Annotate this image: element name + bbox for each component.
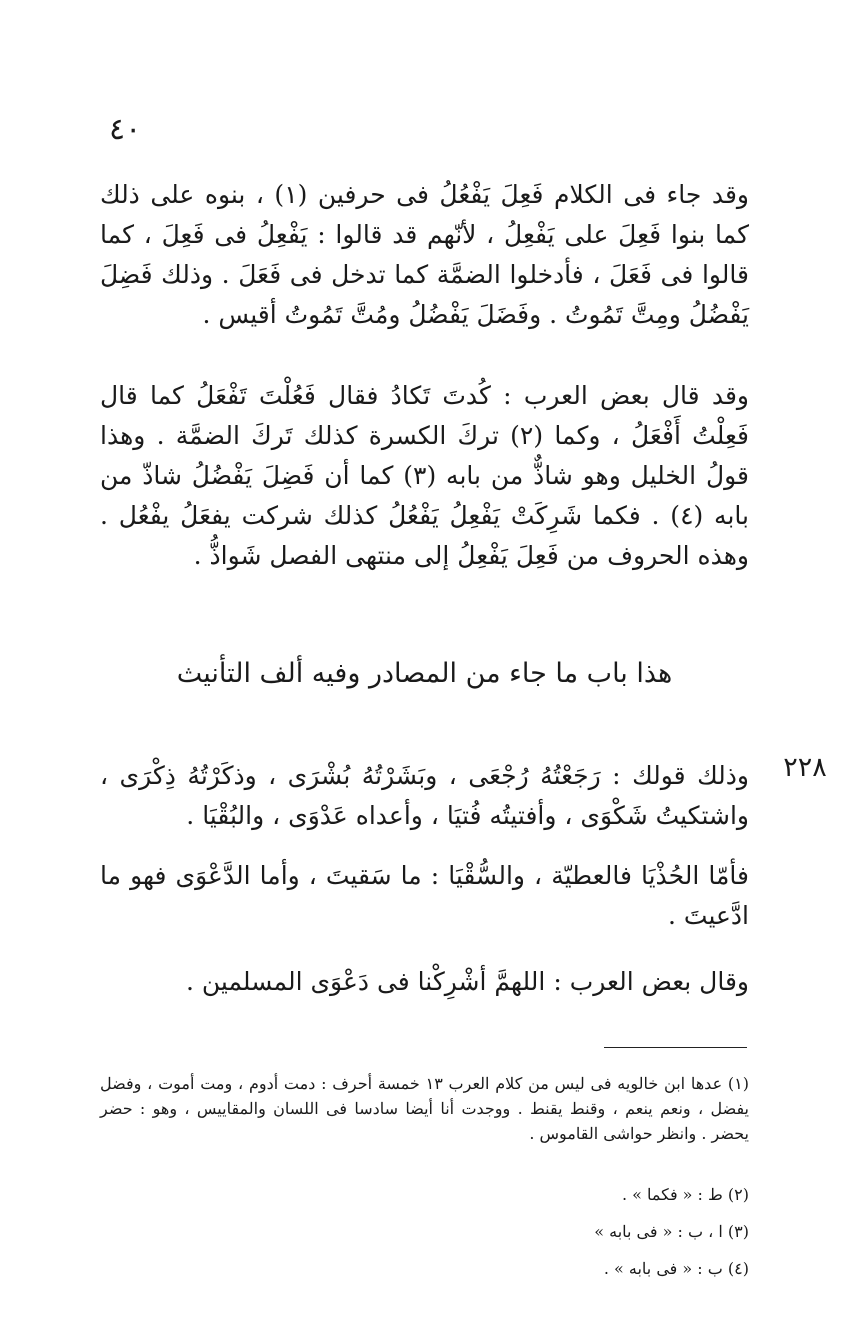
- section-paragraph-2: فأمّا الحُذْيَا فالعطيّة ، والسُّقْيَا : ما سَقيتَ ، وأما الدَّعْوَى فهو ما ادَّعيتَ .: [100, 861, 749, 930]
- paragraph-1: وقد جاء فى الكلام فَعِلَ يَفْعُلُ فى حرفين (١) ، بنوه على ذلك كما بنوا فَعِلَ على يَفْعِلُ ، لأنّهم قد قالوا : يَفْعِلُ فى فَعِلَ ، كما قالوا فى فَعَلَ ، فأدخلوا الضمَّة كما تدخل فى فَعَلَ . وذلك فَضِلَ يَفْضُلُ ومِتَّ تَمُوتُ . وفَضَلَ يَفْضُلُ ومُتَّ تَمُوتُ أقيس .: [100, 180, 749, 329]
- footnote-3: (٣) ا ، ب : « فى بابه »: [594, 1222, 749, 1241]
- footnote-4: (٤) ب : « فى بابه » .: [603, 1259, 749, 1278]
- footnote-divider: [604, 1047, 747, 1048]
- paragraph-2: وقد قال بعض العرب : كُدتَ تَكادُ فقال فَعُلْتَ تَفْعَلُ كما قال فَعِلْتُ أَفْعَلُ ، وكما (٢) تركَ الكسرة كذلك تَركَ الضمَّة . وهذا قولُ الخليل وهو شاذٌّ من بابه (٣) كما أن فَضِلَ يَفْضُلُ شاذّ من بابه (٤) . فكما شَرِكَتْ يَفْعِلُ يَفْعُلُ كذلك شركت يفعَلُ يفْعُل . وهذه الحروف من فَعِلَ يَفْعِلُ إلى منتهى الفصل شَواذُّ .: [100, 381, 749, 570]
- section-heading: هذا باب ما جاء من المصادر وفيه ألف التأنيث: [176, 658, 673, 689]
- section-paragraph-1: وذلك قولك : رَجَعْتُهُ رُجْعَى ، وبَشَرْتُهُ بُشْرَى ، وذكَرْتُهُ ذِكْرَى ، واشتكيتُ شَكْوَى ، وأفتيتُه فُتيَا ، وأعداه عَدْوَى ، والبُقْيَا .: [100, 761, 749, 830]
- footnote-2: (٢) ط : « فكما » .: [621, 1185, 749, 1204]
- margin-section-number: ٢٢٨: [783, 752, 827, 783]
- footnote-1: (١) عدها ابن خالويه فى ليس من كلام العرب ١٣ خمسة أحرف : دمت أدوم ، ومت أموت ، وفضل يفضل ، ونعم ينعم ، وقنط يقنط . ووجدت أنا أيضا سادسا فى اللسان والمقاييس ، وهو : حضر يحضر . وانظر حواشى القاموس .: [100, 1074, 749, 1143]
- section-paragraph-3: وقال بعض العرب : اللهمَّ أشْرِكْنا فى دَعْوَى المسلمين .: [186, 967, 749, 996]
- page-number: ٤٠: [109, 112, 142, 147]
